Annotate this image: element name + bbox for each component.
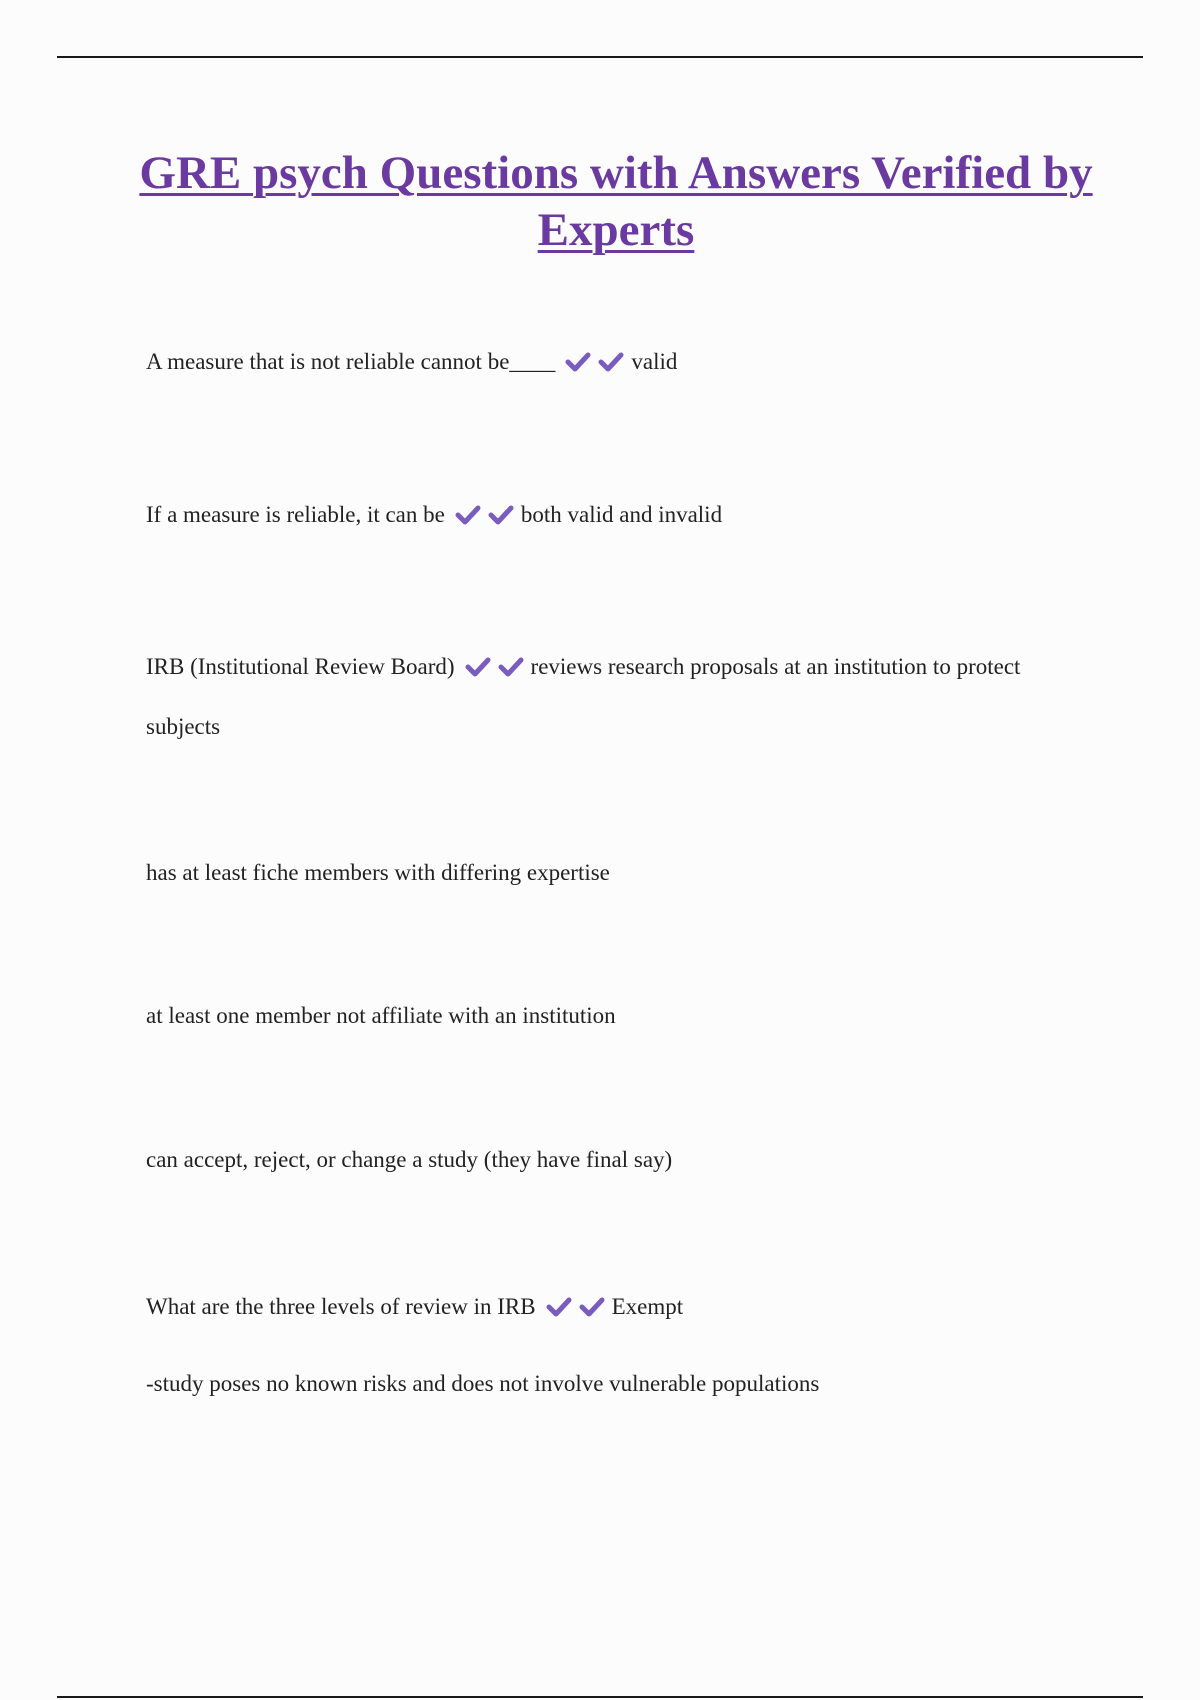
document-title: GRE psych Questions with Answers Verified by Experts xyxy=(139,147,1093,256)
check-marks xyxy=(455,502,521,527)
answer-text: valid xyxy=(631,349,678,374)
question-text: If a measure is reliable, it can be xyxy=(146,502,445,527)
top-rule xyxy=(57,56,1143,58)
question-text: What are the three levels of review in IRB xyxy=(146,1294,536,1319)
qa-item-2 xyxy=(146,500,722,530)
answer-text: reviews research proposals at an institution to protect xyxy=(530,654,1021,679)
note-line-1: has at least fiche members with differing expertise xyxy=(146,860,610,885)
qa-item-4 xyxy=(146,1292,683,1322)
checkmark-icon xyxy=(565,351,591,373)
answer-continuation: subjects xyxy=(146,714,221,739)
checkmark-icon xyxy=(465,656,491,678)
qa-item-3 xyxy=(146,652,1020,682)
answer-text: Exempt xyxy=(611,1294,684,1319)
checkmark-icon xyxy=(598,351,624,373)
check-marks xyxy=(565,349,631,374)
note-line-3: can accept, reject, or change a study (they have final say) xyxy=(146,1147,673,1172)
checkmark-icon xyxy=(455,504,481,526)
checkmark-icon xyxy=(579,1296,605,1318)
note-line-2: at least one member not affiliate with an institution xyxy=(146,1003,616,1028)
qa-item-1 xyxy=(146,347,677,377)
check-marks xyxy=(546,1294,612,1319)
answer-detail: -study poses no known risks and does not involve vulnerable populations xyxy=(146,1371,820,1396)
answer-text: both valid and invalid xyxy=(520,502,723,527)
question-text: A measure that is not reliable cannot be____ xyxy=(146,349,556,374)
checkmark-icon xyxy=(498,656,524,678)
checkmark-icon xyxy=(488,504,514,526)
checkmark-icon xyxy=(546,1296,572,1318)
bottom-rule xyxy=(57,1696,1143,1698)
check-marks xyxy=(465,654,531,679)
question-text: IRB (Institutional Review Board) xyxy=(146,654,455,679)
